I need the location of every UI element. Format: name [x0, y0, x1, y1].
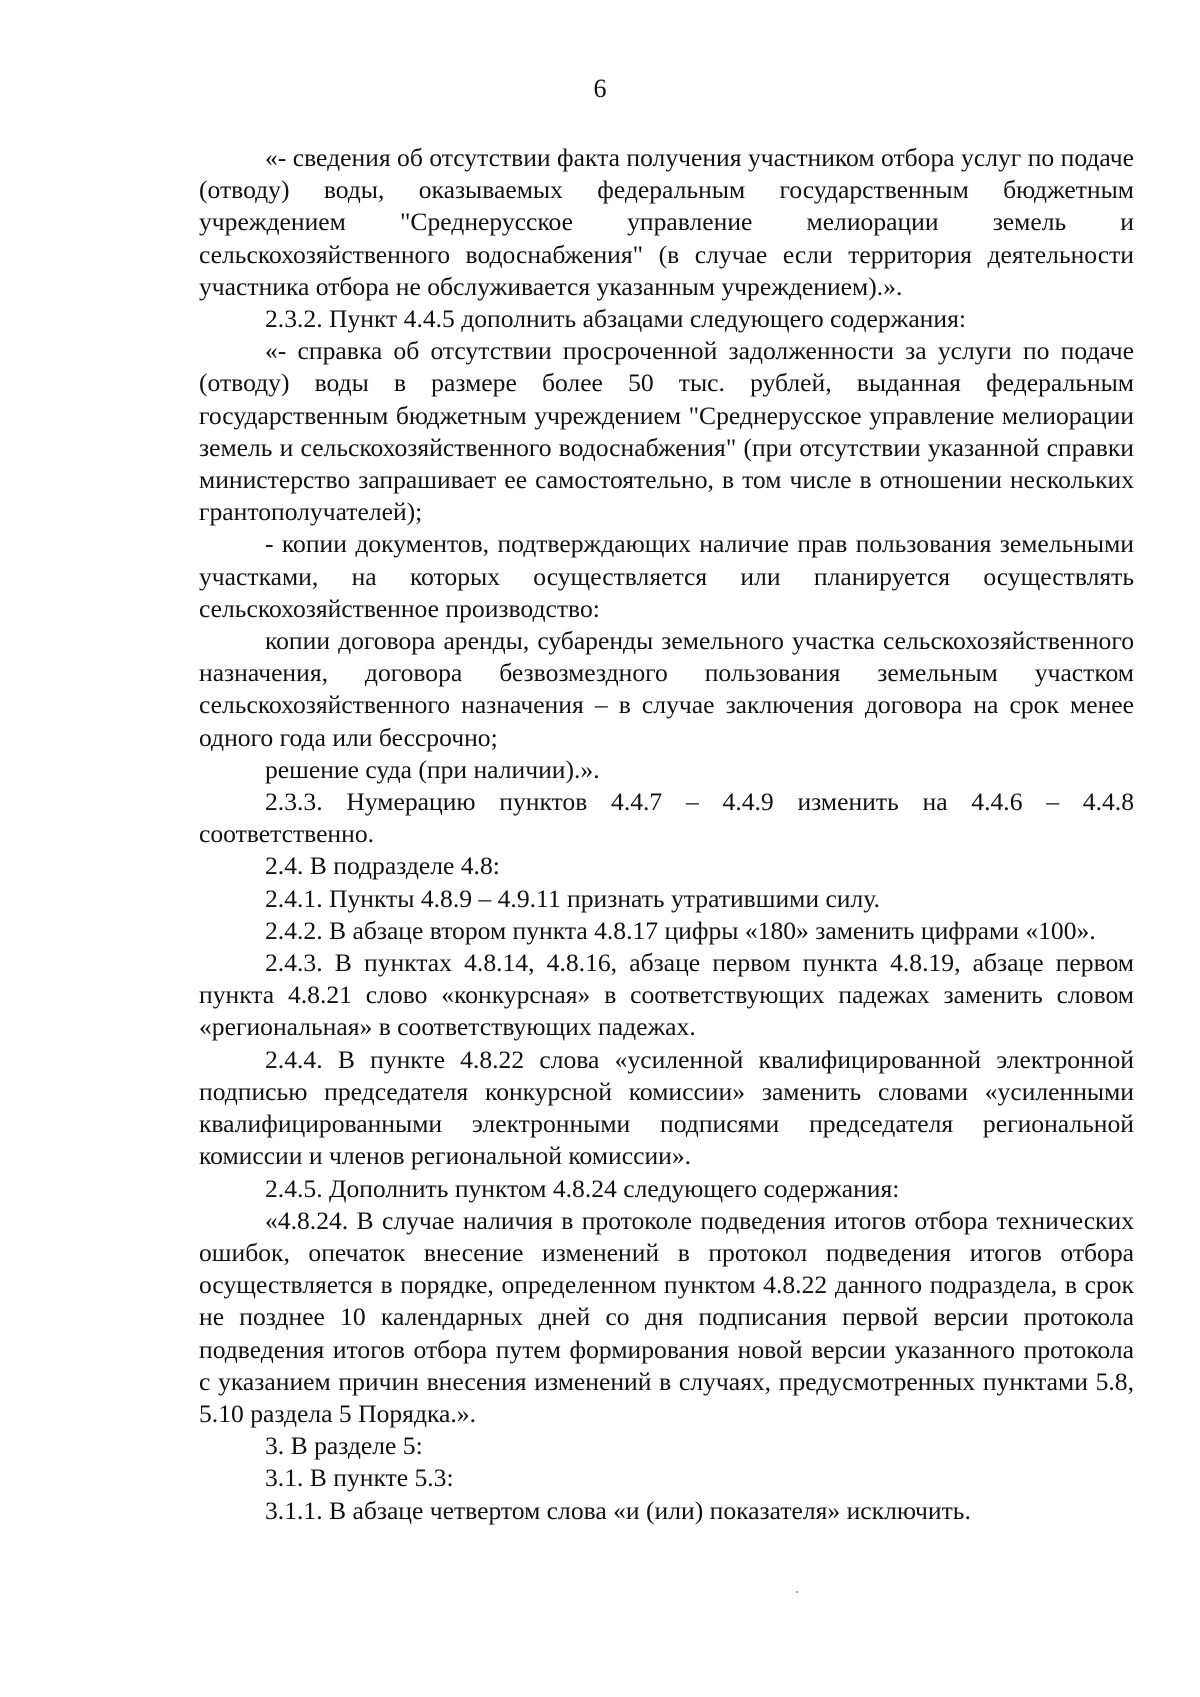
paragraph-lease-copies: копии договора аренды, субаренды земельного участка сельскохозяйственного назначения, договора безвозмездного пользования земельным участком сельскохозяйственного назначения – в случае заключения договора на срок менее одного года или бессрочно;: [199, 626, 1134, 752]
paragraph-3-1: 3.1. В пункте 5.3:: [265, 1463, 454, 1493]
document-body: [199, 142, 1134, 1527]
paragraph-certificate: «- справка об отсутствии просроченной задолженности за услуги по подаче (отводу) воды в размере более 50 тыс. рублей, выданная федеральным государственным бюджетным учреждением "Среднерусское управление мелиорации земель и сельскохозяйственного водоснабжения" (при отсутствии указанной справки министерство запрашивает ее самостоятельно, в том числе в отношении нескольких грантополучателей);: [199, 336, 1134, 527]
paragraph-2-4-5: 2.4.5. Дополнить пунктом 4.8.24 следующего содержания:: [265, 1173, 900, 1203]
paragraph-2-3-1-text: «- сведения об отсутствии факта получения участником отбора услуг по подаче (отводу) воды, оказываемых федеральным государственным бюджетным учреждением "Среднерусское управление мелиорации земель и сельскохозяйственного водоснабжения" (в случае если территория деятельности участника отбора не обслуживается указанным учреждением).».: [199, 143, 1134, 301]
paragraph-2-4-3: 2.4.3. В пунктах 4.8.14, 4.8.16, абзаце первом пункта 4.8.19, абзаце первом пункта 4.8.21 слово «конкурсная» в соответствующих падежах заменить словом «региональная» в соответствующих падежах.: [199, 948, 1134, 1042]
paragraph-3: 3. В разделе 5:: [265, 1431, 423, 1461]
paragraph-2-3-2: 2.3.2. Пункт 4.4.5 дополнить абзацами следующего содержания:: [265, 304, 966, 334]
paragraph-2-4: 2.4. В подразделе 4.8:: [265, 851, 500, 881]
paragraph-4-8-24: «4.8.24. В случае наличия в протоколе подведения итогов отбора технических ошибок, опечаток внесение изменений в протокол подведения итогов отбора осуществляется в порядке, определенном пунктом 4.8.22 данного подраздела, в срок не позднее 10 календарных дней со дня подписания первой версии протокола подведения итогов отбора путем формирования новой версии указанного протокола с указанием причин внесения изменений в случаях, предусмотренных пунктами 5.8, 5.10 раздела 5 Порядка.».: [199, 1205, 1134, 1428]
paragraph-2-4-4: 2.4.4. В пункте 4.8.22 слова «усиленной квалифицированной электронной подписью председателя конкурсной комиссии» заменить словами «усиленными квалифицированными электронными подписями председателя региональной комиссии и членов региональной комиссии».: [199, 1044, 1134, 1171]
paragraph-2-3-3: 2.3.3. Нумерацию пунктов 4.4.7 – 4.4.9 изменить на 4.4.6 – 4.4.8 соответственно.: [199, 787, 1134, 849]
paragraph-land-documents: - копии документов, подтверждающих наличие прав пользования земельными участками, на которых осуществляется или планируется осуществлять сельскохозяйственное производство:: [199, 529, 1134, 623]
page-number: 6: [593, 74, 607, 103]
scan-speck: [796, 1591, 798, 1593]
paragraph-2-4-2: 2.4.2. В абзаце втором пункта 4.8.17 цифры «180» заменить цифрами «100».: [265, 915, 1096, 945]
paragraph-3-1-1: 3.1.1. В абзаце четвертом слова «и (или) показателя» исключить.: [265, 1495, 971, 1525]
paragraph-2-4-1: 2.4.1. Пункты 4.8.9 – 4.9.11 признать утратившими силу.: [265, 883, 880, 913]
paragraph-court-decision: решение суда (при наличии).».: [265, 754, 600, 784]
